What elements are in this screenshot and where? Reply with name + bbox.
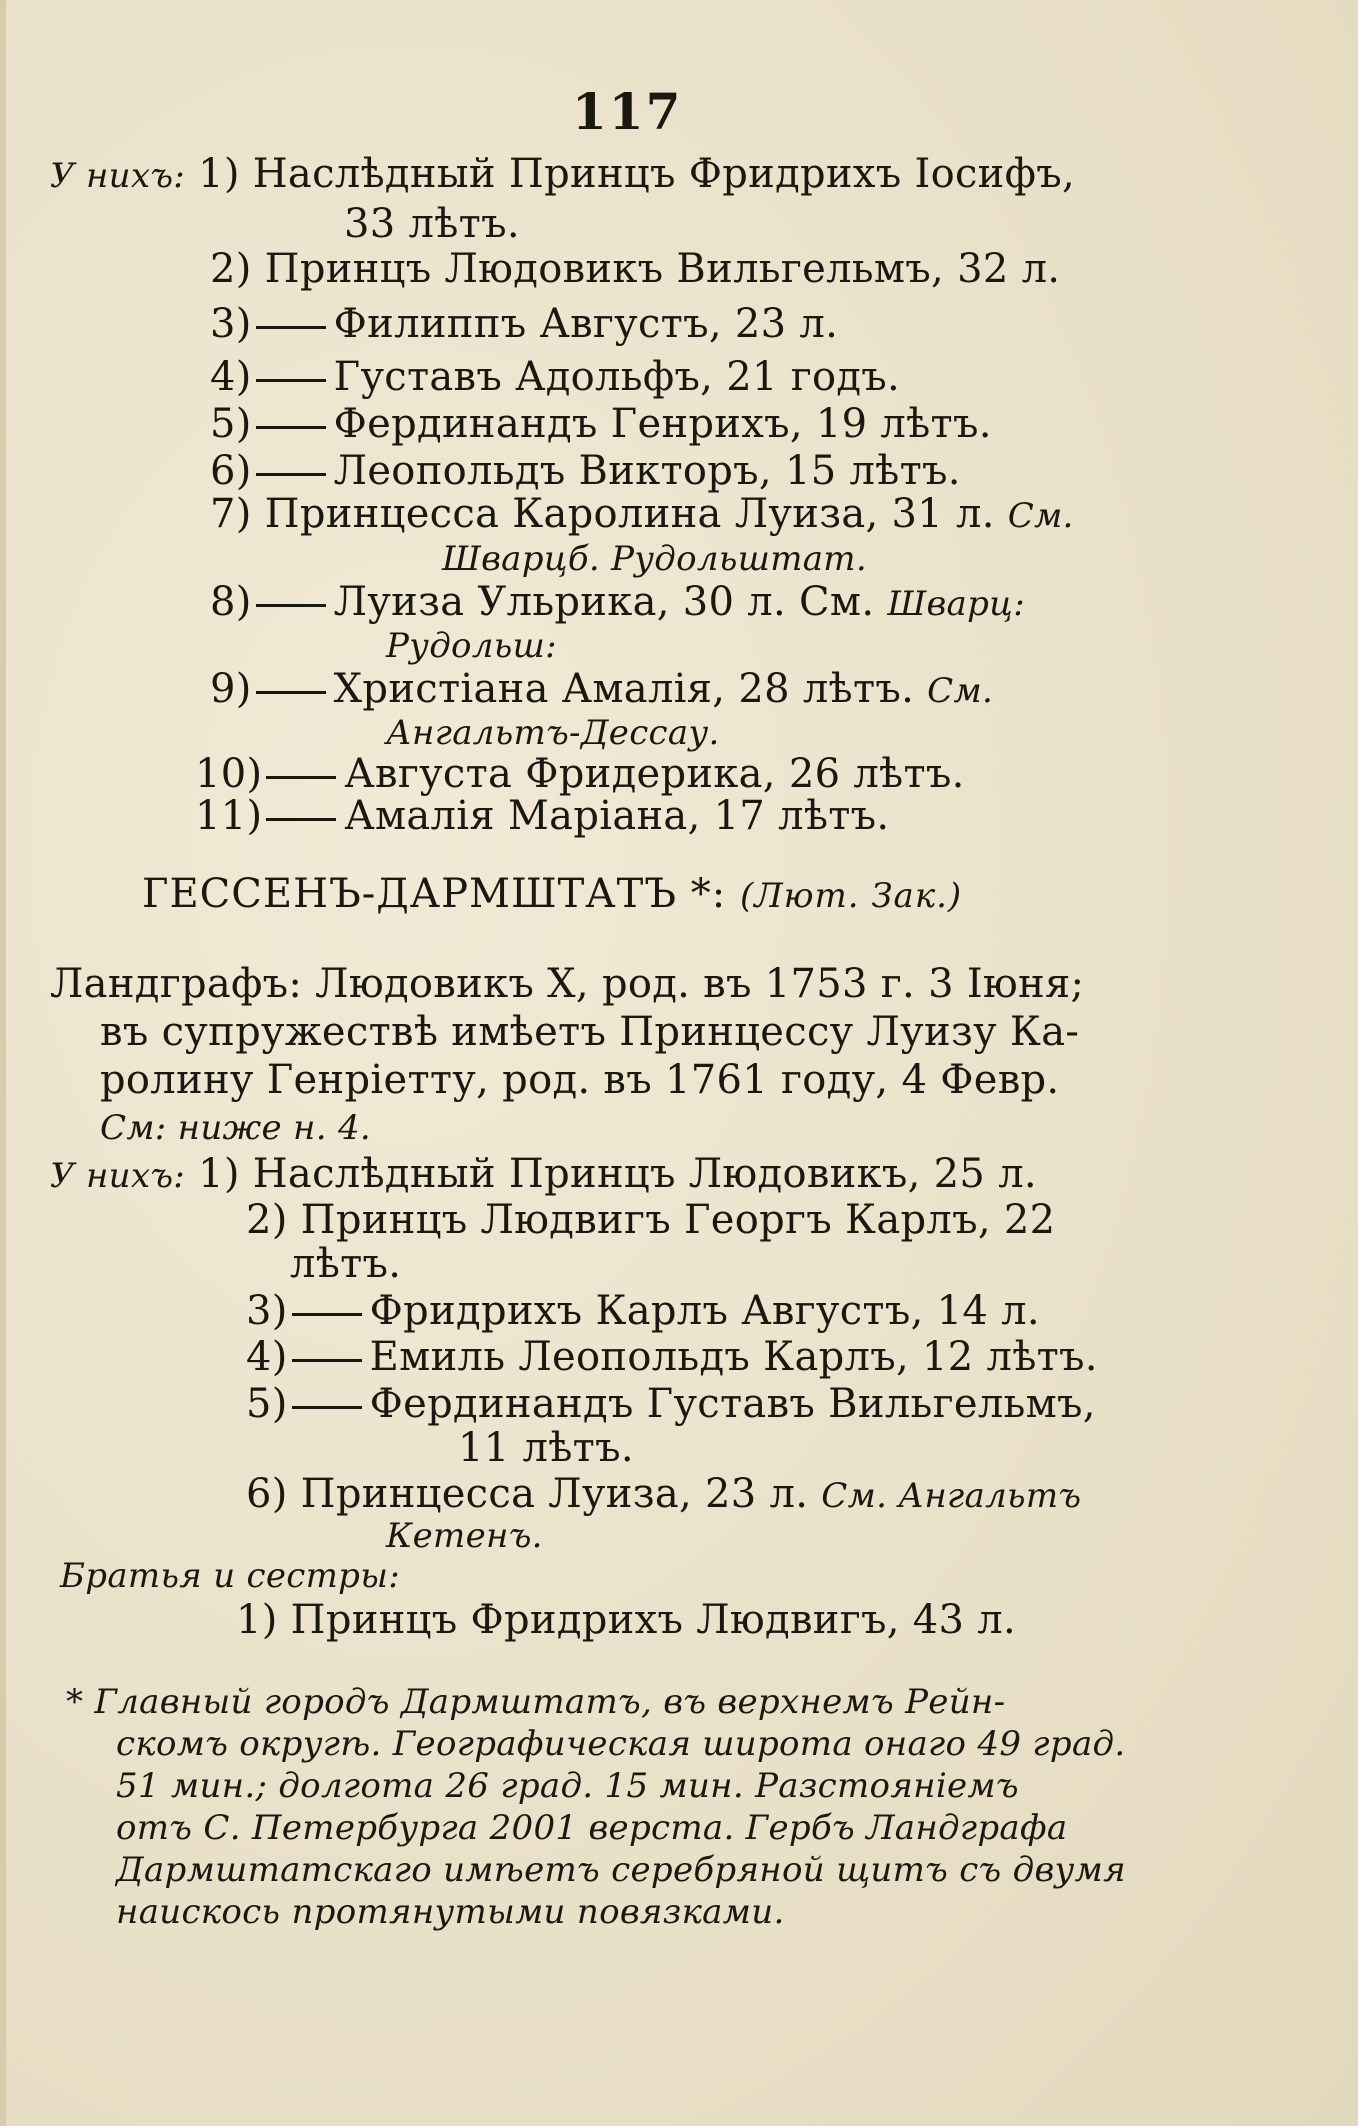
line-text: Густавъ Адольфъ, 21 годъ. <box>333 354 901 400</box>
line-text: 1) Наслѣдный Принцъ Фридрихъ Іосифъ, <box>198 151 1076 197</box>
dash-mark <box>292 1313 362 1316</box>
family-line <box>246 1287 1040 1335</box>
family-line: Рудольш: <box>386 626 557 666</box>
family-line: 2) Принцъ Людовикъ Вильгельмъ, 32 л. <box>210 246 1061 292</box>
line-num: 8) <box>210 579 252 625</box>
line-text: 7) Принцесса Каролина Луиза, 31 л. <box>210 491 995 537</box>
line-num: 10) <box>195 751 263 797</box>
line-text: Луиза Ульрика, 30 л. См. <box>333 579 875 625</box>
dash-mark <box>256 426 326 429</box>
line-text: Фридрихъ Карлъ Августъ, 14 л. <box>369 1288 1040 1334</box>
footnote-line: наискось протянутыми повязками. <box>116 1892 785 1932</box>
dash-mark <box>256 691 326 694</box>
line-num: 3) <box>210 301 252 347</box>
line-tail: Шварц: <box>887 584 1025 624</box>
family-line <box>210 353 900 401</box>
section-heading <box>142 870 962 920</box>
landgraf-line: Ландграфъ: Людовикъ X, род. въ 1753 г. 3 Іюня; <box>50 961 1085 1007</box>
line-text: Фердинандъ Генрихъ, 19 лѣтъ. <box>333 401 992 447</box>
family-line: Шварцб. Рудольштат. <box>442 539 867 579</box>
heading-subtitle: (Лют. Зак.) <box>739 876 963 916</box>
line-tail: См. <box>1007 496 1074 536</box>
footnote-line: 51 мин.; долгота 26 град. 15 мин. Разстояніемъ <box>116 1766 1019 1806</box>
siblings-label: Братья и сестры: <box>60 1556 400 1596</box>
line-num: 11) <box>195 793 263 839</box>
line-num: 9) <box>210 666 252 712</box>
family-line <box>50 150 1075 200</box>
dash-mark <box>256 604 326 607</box>
family-line <box>195 750 965 798</box>
line-num: 5) <box>246 1381 288 1427</box>
family-line: 11 лѣтъ. <box>458 1425 634 1471</box>
line-num: 4) <box>210 354 252 400</box>
footnote-line: Дармштатскаго имѣетъ серебряной щитъ съ двумя <box>116 1850 1126 1890</box>
line-tail: См. Ангальтъ <box>821 1476 1082 1516</box>
line-num: 3) <box>246 1288 288 1334</box>
line-text: 6) Принцесса Луиза, 23 л. <box>246 1471 809 1517</box>
siblings-line: 1) Принцъ Фридрихъ Людвигъ, 43 л. <box>236 1597 1017 1643</box>
family-line: лѣтъ. <box>290 1241 402 1287</box>
line-num: 6) <box>210 448 252 494</box>
line-text: Филиппъ Августъ, 23 л. <box>333 301 839 347</box>
line-num: 4) <box>246 1334 288 1380</box>
family-line <box>246 1470 1081 1520</box>
landgraf-line: См: ниже н. 4. <box>100 1108 371 1148</box>
family-line <box>210 300 838 348</box>
line-text: Амалія Маріана, 17 лѣтъ. <box>344 793 890 839</box>
heading-title: ГЕССЕНЪ-ДАРМШТАТЪ *: <box>142 871 727 917</box>
family-line: 2) Принцъ Людвигъ Георгъ Карлъ, 22 <box>246 1197 1056 1243</box>
line-label: У нихъ: <box>50 1156 186 1196</box>
dash-mark <box>266 776 336 779</box>
line-tail: См. <box>927 671 994 711</box>
dash-mark <box>266 818 336 821</box>
footnote-line: скомъ округѣ. Географическая широта онаго 49 град. <box>116 1724 1126 1764</box>
family-line <box>246 1380 1096 1428</box>
family-line <box>195 792 889 840</box>
landgraf-line: въ супружествѣ имѣетъ Принцессу Луизу Ка- <box>100 1009 1080 1055</box>
dash-mark <box>256 326 326 329</box>
family-line: Ангальтъ-Дессау. <box>386 713 720 753</box>
family-line <box>210 578 1025 628</box>
footnote-line: * Главный городъ Дармштатъ, въ верхнемъ Рейн- <box>66 1682 1006 1722</box>
footnote-line: отъ С. Петербурга 2001 верста. Гербъ Ландграфа <box>116 1808 1068 1848</box>
family-line <box>246 1333 1098 1381</box>
landgraf-line: ролину Генріетту, род. въ 1761 году, 4 Февр. <box>100 1057 1060 1103</box>
line-text: Христіана Амалія, 28 лѣтъ. <box>333 666 915 712</box>
dash-mark <box>256 473 326 476</box>
page-number: 117 <box>572 82 683 141</box>
family-line <box>210 400 992 448</box>
family-line: 33 лѣтъ. <box>344 201 520 247</box>
family-line <box>210 490 1074 540</box>
family-line <box>50 1150 1037 1200</box>
line-text: Фердинандъ Густавъ Вильгельмъ, <box>369 1381 1096 1427</box>
dash-mark <box>292 1406 362 1409</box>
family-line <box>210 665 993 715</box>
dash-mark <box>256 379 326 382</box>
line-text: 1) Наслѣдный Принцъ Людовикъ, 25 л. <box>198 1151 1037 1197</box>
line-text: Емиль Леопольдъ Карлъ, 12 лѣтъ. <box>369 1334 1098 1380</box>
line-num: 5) <box>210 401 252 447</box>
line-label: У нихъ: <box>50 156 186 196</box>
family-line: Кетенъ. <box>386 1516 543 1556</box>
line-text: Леопольдъ Викторъ, 15 лѣтъ. <box>333 448 961 494</box>
family-line <box>210 447 961 495</box>
dash-mark <box>292 1359 362 1362</box>
page-edge <box>0 0 6 2126</box>
line-text: Августа Фридерика, 26 лѣтъ. <box>344 751 965 797</box>
